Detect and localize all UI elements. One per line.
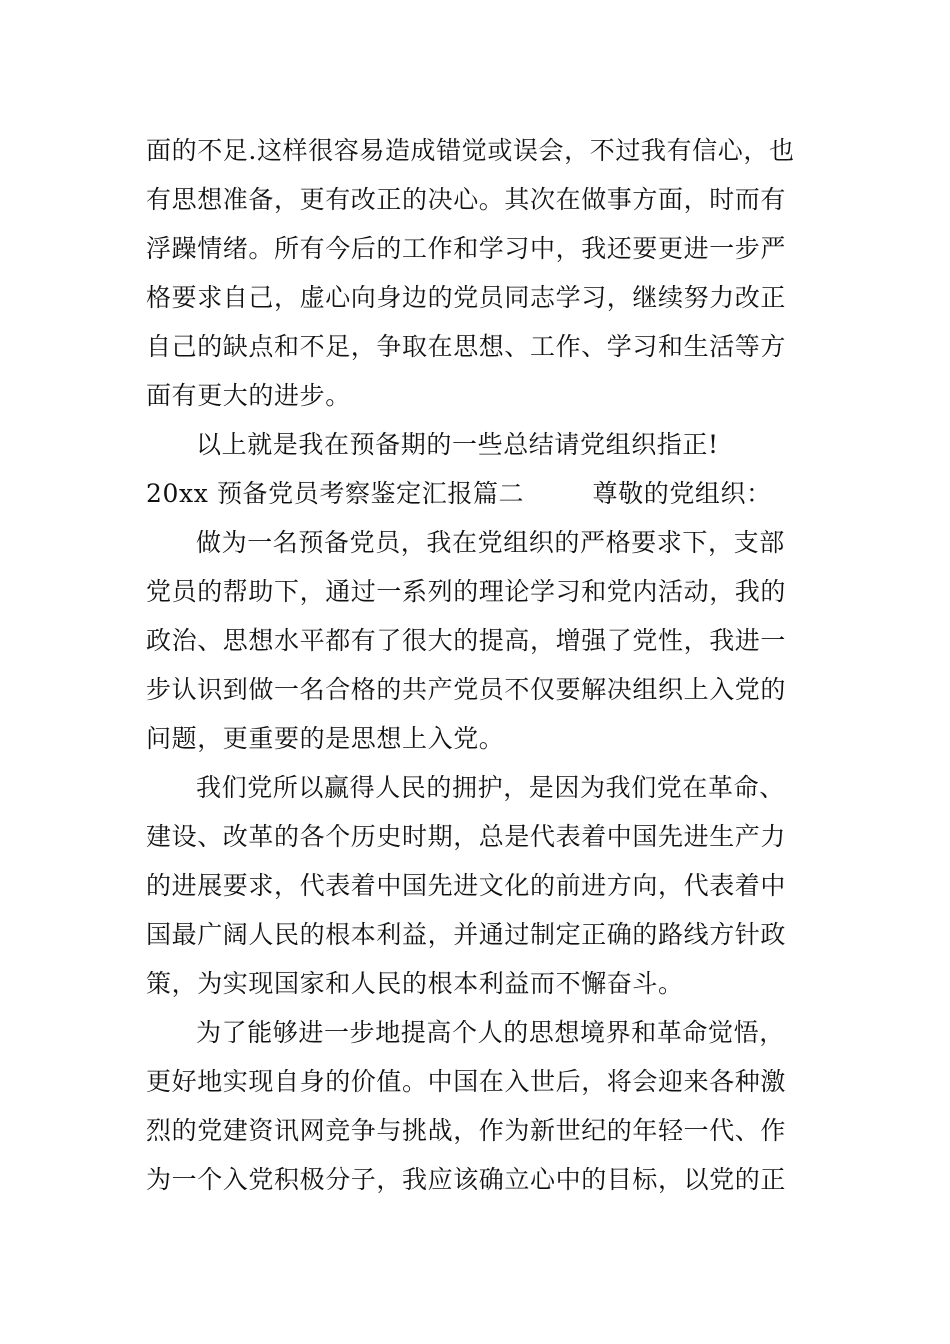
document-body	[146, 126, 816, 1204]
text-line: 自己的缺点和不足，争取在思想、工作、学习和生活等方	[146, 332, 787, 361]
text-line: 以上就是我在预备期的一些总结请党组织指正!	[196, 430, 719, 459]
text-line: 策，为实现国家和人民的根本利益而不懈奋斗。	[146, 969, 684, 998]
text-line: 格要求自己，虚心向身边的党员同志学习，继续努力改正	[146, 283, 787, 312]
text-line: 我们党所以赢得人民的拥护，是因为我们党在革命、	[196, 773, 785, 802]
text-line: 政治、思想水平都有了很大的提高，增强了党性，我进一	[146, 626, 787, 655]
text-line: 问题，更重要的是思想上入党。	[146, 724, 505, 753]
text-line: 为一个入党积极分子，我应该确立心中的目标，以党的正	[146, 1165, 787, 1194]
text-line: 浮躁情绪。所有今后的工作和学习中，我还要更进一步严	[146, 234, 787, 263]
text-line: 建设、改革的各个历史时期，总是代表着中国先进生产力	[146, 822, 787, 851]
text-line: 有思想准备，更有改正的决心。其次在做事方面，时而有	[146, 185, 787, 214]
text-line: 为了能够进一步地提高个人的思想境界和革命觉悟，	[196, 1018, 785, 1047]
text-line: 做为一名预备党员，我在党组织的严格要求下，支部	[196, 528, 785, 557]
text-line: 国最广阔人民的根本利益，并通过制定正确的路线方针政	[146, 920, 787, 949]
text-line: 步认识到做一名合格的共产党员不仅要解决组织上入党的	[146, 675, 787, 704]
text-line: 更好地实现自身的价值。中国在入世后，将会迎来各种激	[146, 1067, 787, 1096]
text-line: 的进展要求，代表着中国先进文化的前进方向，代表着中	[146, 871, 787, 900]
text-line: 面的不足.这样很容易造成错觉或误会，不过我有信心，也	[146, 136, 795, 165]
section-heading: 20xx 预备党员考察鉴定汇报篇二 尊敬的党组织：	[146, 479, 772, 508]
text-line: 烈的党建资讯网竞争与挑战，作为新世纪的年轻一代、作	[146, 1116, 787, 1145]
text-line: 党员的帮助下，通过一系列的理论学习和党内活动，我的	[146, 577, 787, 606]
text-line: 面有更大的进步。	[146, 381, 351, 410]
